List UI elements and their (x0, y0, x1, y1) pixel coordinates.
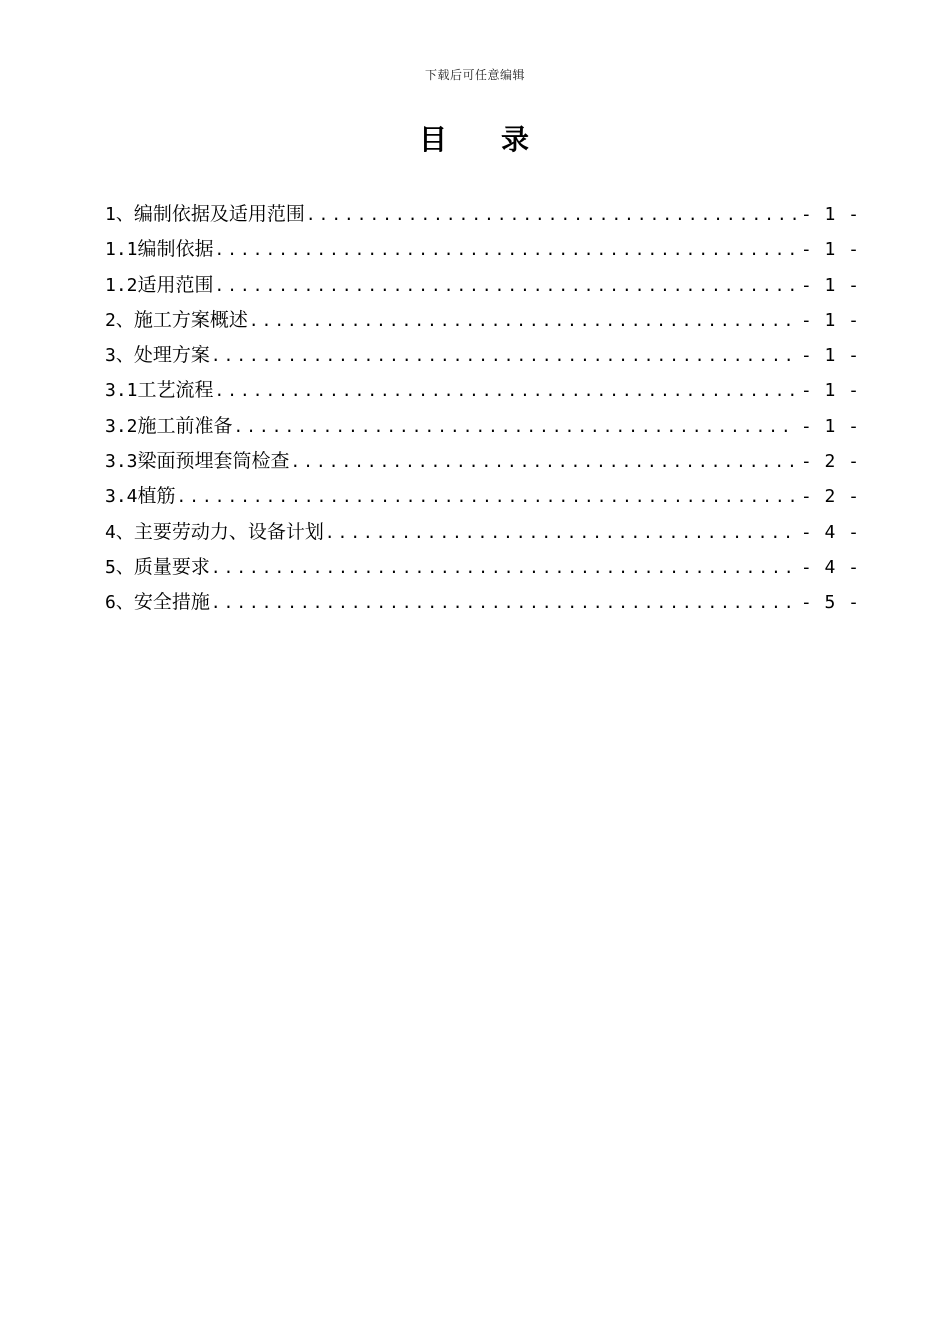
toc-entry-title: 编制依据 (137, 238, 214, 261)
toc-dot-leader (291, 452, 797, 471)
toc-entry-page: - 4 - (800, 521, 860, 543)
toc-entry-title: 工艺流程 (137, 379, 214, 402)
page-header-note: 下载后可任意编辑 (424, 68, 525, 82)
table-of-contents (105, 199, 860, 623)
toc-entry[interactable] (105, 587, 860, 622)
toc-entry-number: 3.1 (105, 380, 138, 402)
toc-entry-page: - 1 - (800, 204, 860, 225)
toc-entry-page: - 5 - (800, 592, 860, 614)
toc-entry-number: 3.4 (105, 486, 138, 508)
toc-entry[interactable] (105, 199, 860, 234)
toc-entry[interactable] (105, 234, 860, 269)
toc-dot-leader (215, 240, 797, 259)
toc-dot-leader (211, 558, 797, 577)
toc-entry-number: 3.3 (105, 451, 138, 473)
toc-entry-number: 3.2 (105, 415, 138, 437)
toc-entry-number: 4、 (105, 521, 134, 543)
toc-entry-title: 编制依据及适用范围 (133, 203, 305, 225)
toc-title (0, 118, 950, 158)
toc-dot-leader (215, 276, 797, 295)
toc-entry-number: 3、 (105, 345, 134, 367)
toc-dot-leader (177, 487, 797, 506)
toc-entry[interactable] (105, 375, 860, 410)
toc-entry[interactable] (105, 517, 860, 552)
toc-entry-page: - 1 - (800, 309, 860, 331)
toc-entry-title: 主要劳动力、设备计划 (133, 520, 324, 543)
toc-entry-number: 1.1 (105, 239, 138, 261)
toc-entry-number: 1、 (105, 204, 134, 225)
toc-title-char-2: 录 (501, 123, 532, 156)
toc-entry-title: 梁面预埋套筒检查 (137, 450, 290, 473)
toc-entry[interactable] (105, 340, 860, 375)
toc-entry-page: - 1 - (800, 415, 860, 437)
toc-entry[interactable] (105, 552, 860, 587)
toc-entry-page: - 1 - (800, 239, 860, 261)
toc-dot-leader (211, 346, 797, 365)
toc-entry-number: 2、 (105, 309, 134, 331)
toc-entry-title: 植筋 (137, 485, 176, 508)
toc-title-char-1: 目 (418, 123, 449, 156)
toc-entry-number: 1.2 (105, 274, 138, 296)
toc-entry-title: 处理方案 (133, 344, 210, 367)
toc-dot-leader (215, 381, 797, 400)
toc-dot-leader (325, 523, 797, 542)
toc-entry[interactable] (105, 411, 860, 446)
toc-entry-title: 安全措施 (133, 591, 210, 614)
toc-entry[interactable] (105, 446, 860, 481)
toc-entry-page: - 2 - (800, 486, 860, 508)
toc-dot-leader (249, 311, 797, 330)
toc-entry-page: - 1 - (800, 345, 860, 367)
toc-entry[interactable] (105, 270, 860, 305)
toc-entry-title: 质量要求 (133, 555, 210, 578)
toc-dot-leader (234, 417, 797, 436)
toc-entry-page: - 1 - (800, 274, 860, 296)
toc-entry-page: - 1 - (800, 380, 860, 402)
toc-dot-leader (211, 593, 797, 612)
toc-entry-title: 施工前准备 (137, 414, 233, 437)
toc-entry[interactable] (105, 481, 860, 516)
toc-entry-number: 5、 (105, 556, 134, 578)
toc-entry[interactable] (105, 305, 860, 340)
toc-entry-page: - 4 - (800, 556, 860, 578)
toc-entry-title: 施工方案概述 (133, 308, 248, 331)
toc-entry-title: 适用范围 (137, 273, 214, 296)
toc-entry-page: - 2 - (800, 451, 860, 473)
toc-dot-leader (306, 205, 797, 224)
toc-entry-number: 6、 (105, 592, 134, 614)
